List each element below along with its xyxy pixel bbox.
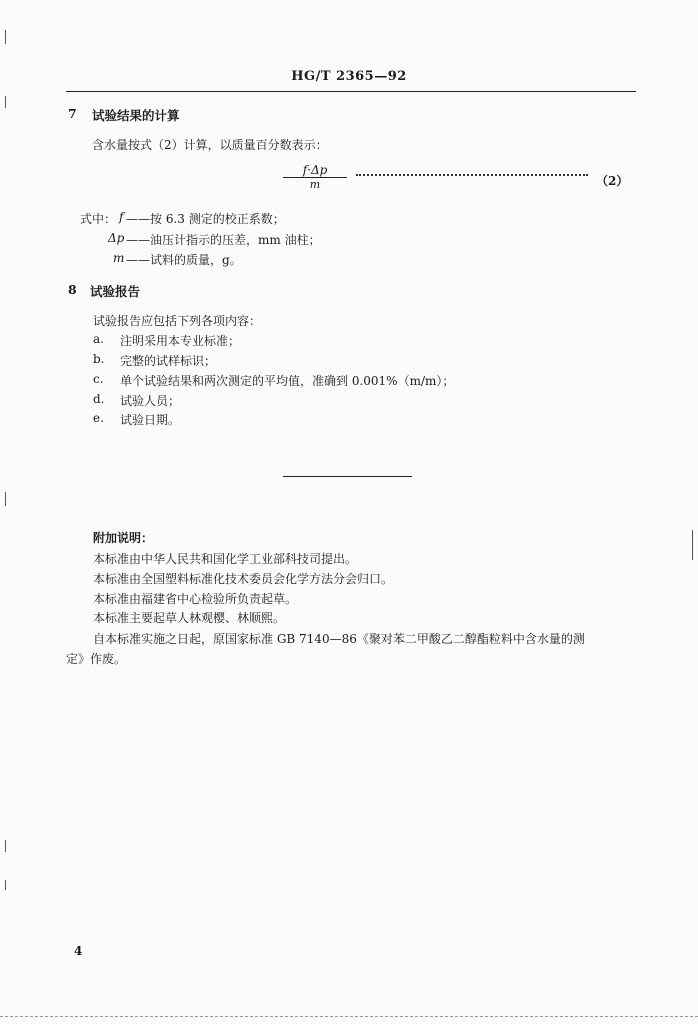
- notes-line: 自本标准实施之日起，原国家标准 GB 7140—86《聚对苯二甲酸乙二醇酯粒料中含水量的测: [93, 632, 585, 646]
- list-item-text: 注明采用本专业标准；: [120, 334, 241, 348]
- notes-line: 定》作废。: [66, 652, 127, 666]
- section-8-number: 8: [68, 282, 77, 297]
- section-7-intro: 含水量按式（2）计算，以质量百分数表示：: [92, 138, 328, 152]
- scan-margin-mark: [5, 30, 6, 44]
- document-code-header: HG/T 2365—92: [291, 69, 407, 84]
- list-item-text: 单个试验结果和两次测定的平均值，准确到 0.001%（m/m）；: [120, 374, 455, 388]
- section-8-intro: 试验报告应包括下列各项内容：: [93, 314, 262, 328]
- var-symbol: m: [113, 251, 125, 265]
- list-item-label: a.: [93, 332, 104, 346]
- dot-leader: [356, 174, 588, 176]
- list-item-text: 完整的试样标识；: [120, 354, 217, 368]
- section-8-title: 试验报告: [90, 284, 141, 299]
- equation-number: （2）: [596, 174, 629, 188]
- list-item-text: 试验日期。: [120, 413, 181, 427]
- section-7-title: 试验结果的计算: [92, 108, 180, 123]
- notes-line: 本标准由全国塑料标准化技术委员会化学方法分会归口。: [93, 572, 394, 586]
- list-item-label: b.: [93, 352, 105, 366]
- scan-margin-mark: [692, 530, 693, 560]
- notes-title: 附加说明：: [93, 531, 154, 545]
- var-description: ——按 6.3 测定的校正系数；: [126, 212, 285, 226]
- scan-margin-mark: [5, 840, 6, 852]
- scan-margin-mark: [5, 492, 6, 506]
- var-symbol: Δp: [108, 231, 125, 245]
- notes-line: 本标准主要起草人林观樱、林顺熙。: [93, 611, 286, 625]
- page-number: 4: [74, 944, 83, 958]
- notes-line: 本标准由福建省中心检验所负责起草。: [93, 592, 298, 606]
- var-description: ——试料的质量，g。: [126, 253, 242, 267]
- list-item-label: d.: [93, 392, 105, 406]
- scan-margin-mark: [5, 880, 6, 890]
- where-label: 式中：: [80, 212, 117, 226]
- notes-line: 本标准由中华人民共和国化学工业部科技司提出。: [93, 552, 358, 566]
- formula-denominator: m: [309, 178, 321, 191]
- section-7-number: 7: [68, 106, 77, 121]
- scan-margin-mark: [5, 96, 6, 108]
- var-symbol: f: [119, 210, 124, 224]
- list-item-text: 试验人员；: [120, 394, 181, 408]
- formula-fraction: [283, 163, 347, 191]
- header-rule: [66, 91, 636, 92]
- scan-bottom-edge: [0, 1016, 698, 1017]
- formula-numerator: f·Δp: [302, 163, 328, 177]
- section-separator: [283, 476, 412, 477]
- list-item-label: c.: [93, 372, 104, 386]
- var-description: ——油压计指示的压差，mm 油柱；: [126, 233, 321, 247]
- list-item-label: e.: [93, 411, 104, 425]
